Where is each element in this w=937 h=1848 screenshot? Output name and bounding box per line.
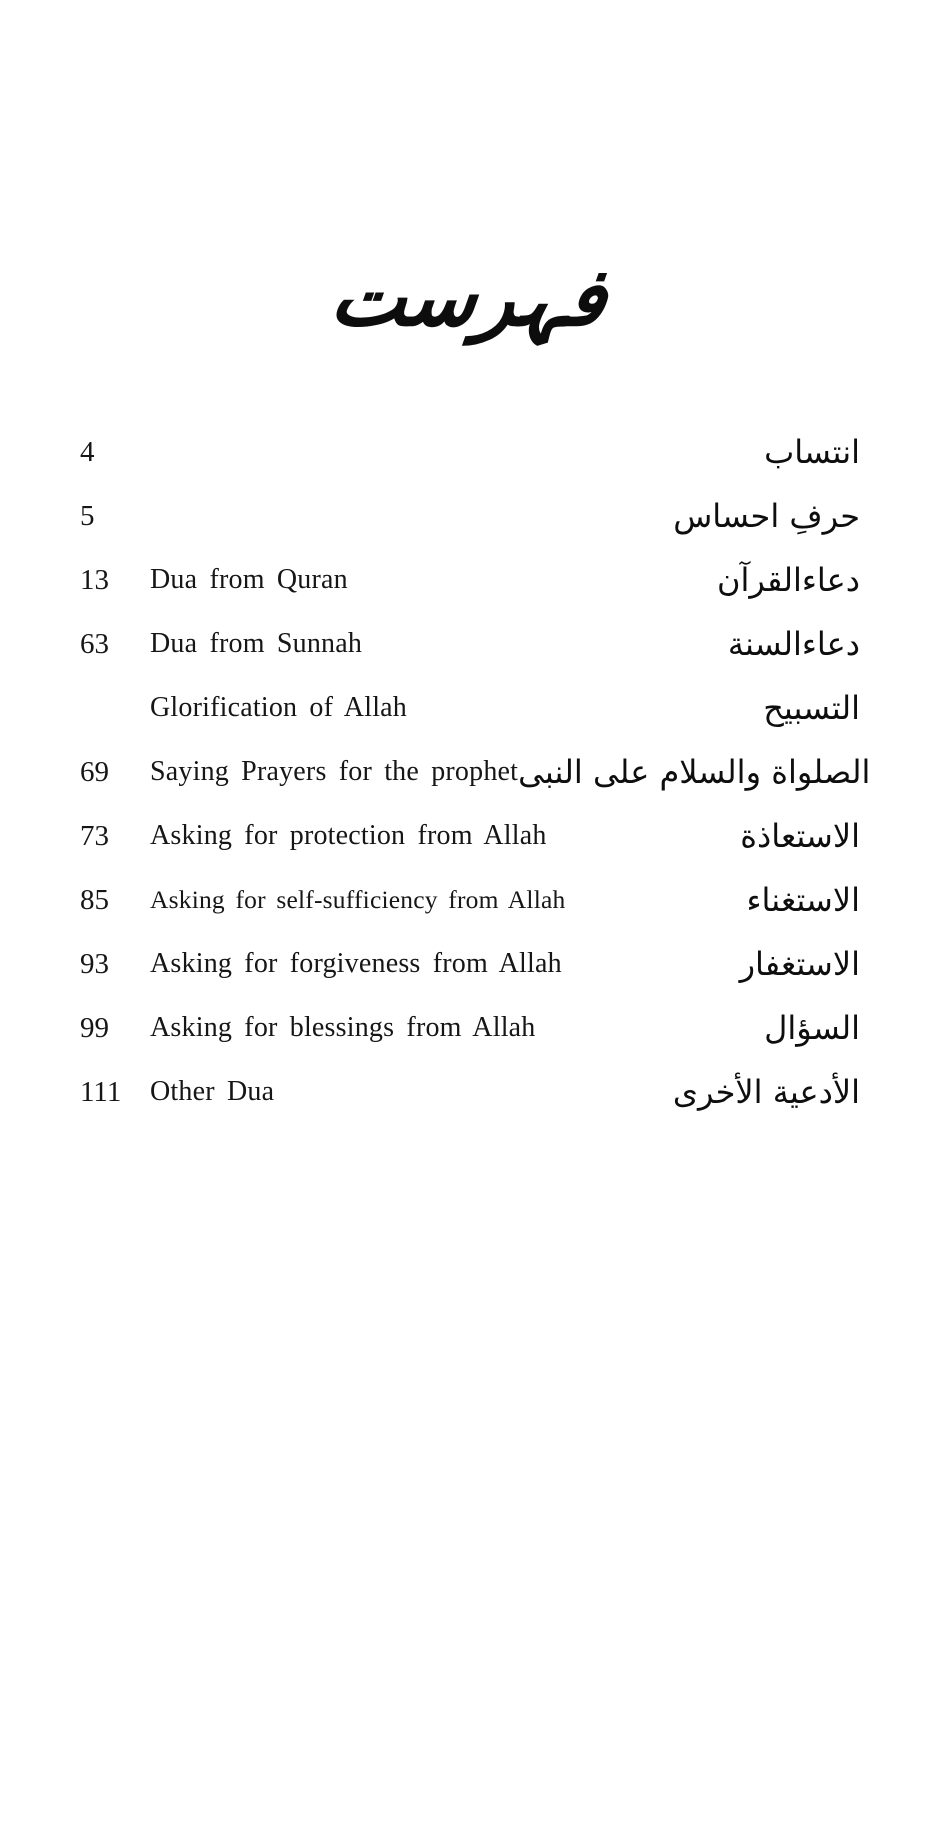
table-of-contents	[80, 420, 871, 1124]
toc-row	[80, 484, 860, 548]
toc-entry-arabic: الصلواة والسلام على النبى	[518, 753, 871, 791]
toc-row	[80, 420, 860, 484]
toc-row	[80, 548, 860, 612]
toc-row	[80, 1060, 860, 1124]
toc-page-number: 99	[80, 1011, 109, 1044]
toc-entry-english: Dua from Sunnah	[150, 628, 363, 659]
toc-page-number: 63	[80, 627, 109, 660]
toc-entry-english: Asking for self-sufficiency from Allah	[150, 885, 566, 914]
toc-entry-arabic: دعاءالسنة	[727, 625, 860, 663]
toc-row	[80, 676, 860, 740]
toc-row	[80, 868, 860, 932]
toc-page-number: 13	[80, 563, 109, 596]
toc-entry-arabic: السؤال	[764, 1009, 860, 1047]
toc-entry-arabic: دعاءالقرآن	[716, 561, 860, 599]
toc-entry-english: Asking for forgiveness from Allah	[150, 948, 562, 979]
toc-row	[80, 740, 871, 804]
toc-page-number: 4	[80, 435, 95, 468]
toc-page-number: 111	[80, 1075, 122, 1108]
toc-row	[80, 932, 860, 996]
toc-page-number: 69	[80, 755, 109, 788]
toc-entry-english: Saying Prayers for the prophet	[150, 756, 519, 787]
toc-entry-arabic: الاستعاذة	[740, 817, 860, 855]
toc-entry-arabic: الاستغفار	[739, 945, 860, 983]
toc-entry-english: Other Dua	[150, 1076, 275, 1107]
toc-entry-arabic: التسبيح	[763, 689, 860, 727]
toc-entry-english: Dua from Quran	[150, 564, 348, 595]
toc-entry-english: Asking for blessings from Allah	[150, 1012, 536, 1043]
toc-entry-arabic: حرفِ احساس	[673, 497, 860, 535]
toc-page-number: 73	[80, 819, 109, 852]
toc-entry-arabic: انتساب	[764, 433, 860, 471]
book-page	[0, 248, 937, 1848]
toc-row	[80, 804, 860, 868]
toc-entry-arabic: الأدعية الأخرى	[672, 1073, 860, 1111]
page-title: فہرست	[326, 251, 611, 344]
toc-page-number: 93	[80, 947, 109, 980]
toc-entry-english: Asking for protection from Allah	[150, 820, 547, 851]
toc-page-number: 5	[80, 499, 95, 532]
toc-row	[80, 612, 860, 676]
toc-page-number: 85	[80, 883, 109, 916]
toc-entry-arabic: الاستغناء	[746, 881, 860, 919]
toc-entry-english: Glorification of Allah	[150, 692, 408, 723]
toc-row	[80, 996, 860, 1060]
